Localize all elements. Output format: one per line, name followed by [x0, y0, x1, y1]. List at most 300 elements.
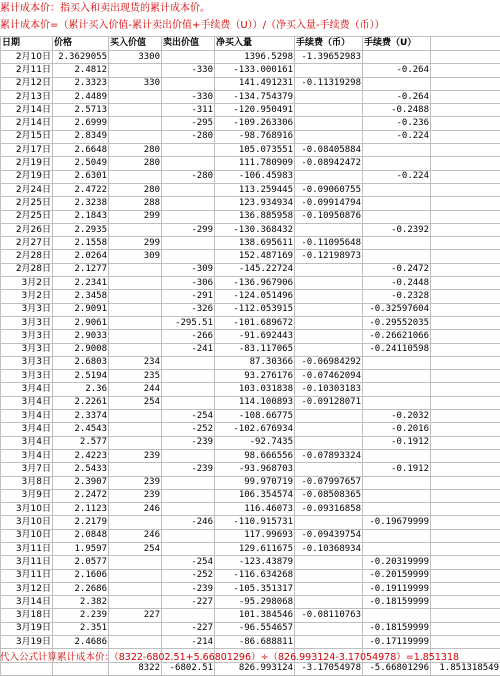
extra-cell [431, 117, 500, 130]
table-row [1, 237, 500, 250]
sell-value-cell [162, 396, 215, 409]
fee-coin-cell: -0.11095648 [295, 237, 363, 250]
header-date: 日期 [1, 37, 53, 51]
table-row [1, 250, 500, 263]
sell-value-cell [162, 489, 215, 502]
net-buy-cell: 1396.5298 [215, 51, 295, 64]
price-cell: 2.2686 [53, 582, 109, 595]
fee-u-cell: -0.32597604 [363, 303, 431, 316]
fee-coin-cell: -0.09128071 [295, 396, 363, 409]
buy-value-cell [109, 130, 162, 143]
date-cell: 3月14日 [1, 596, 53, 609]
net-buy-cell: -112.053915 [215, 303, 295, 316]
date-cell: 3月12日 [1, 582, 53, 595]
buy-value-cell: 280 [109, 144, 162, 157]
fee-u-cell [363, 489, 431, 502]
date-cell: 2月24日 [1, 183, 53, 196]
extra-cell [431, 157, 500, 170]
net-buy-cell: 117.99693 [215, 529, 295, 542]
buy-value-cell [109, 170, 162, 183]
buy-value-cell: 244 [109, 383, 162, 396]
extra-cell [431, 64, 500, 77]
buy-value-cell [109, 436, 162, 449]
date-cell: 3月4日 [1, 436, 53, 449]
fee-coin-cell [295, 343, 363, 356]
sell-value-cell [162, 210, 215, 223]
fee-u-cell: -0.224 [363, 130, 431, 143]
formula-note: 累计成本价=（累计买入价值-累计卖出价值+手续费（U））/（净买入量-手续费（币）） [0, 17, 500, 34]
table-row [1, 277, 500, 290]
price-cell: 2.4489 [53, 90, 109, 103]
date-cell: 2月19日 [1, 170, 53, 183]
fee-coin-cell: -0.10303183 [295, 383, 363, 396]
fee-coin-cell: -0.07462094 [295, 370, 363, 383]
extra-cell [431, 636, 500, 649]
date-cell: 2月27日 [1, 237, 53, 250]
buy-value-cell [109, 104, 162, 117]
fee-u-cell [363, 144, 431, 157]
net-buy-cell: -86.688811 [215, 636, 295, 649]
buy-value-cell [109, 423, 162, 436]
sell-value-cell: -252 [162, 423, 215, 436]
price-cell: 2.6999 [53, 117, 109, 130]
buy-value-cell: 299 [109, 210, 162, 223]
buy-value-cell: 299 [109, 237, 162, 250]
price-cell: 2.6648 [53, 144, 109, 157]
fee-coin-cell: -0.10368934 [295, 542, 363, 555]
fee-u-cell: -0.29552035 [363, 316, 431, 329]
extra-cell [431, 316, 500, 329]
buy-value-cell: 239 [109, 476, 162, 489]
date-cell: 3月19日 [1, 636, 53, 649]
buy-value-cell: 330 [109, 77, 162, 90]
sell-value-cell: -227 [162, 596, 215, 609]
buy-value-cell: 246 [109, 503, 162, 516]
fee-coin-cell [295, 64, 363, 77]
extra-cell [431, 423, 500, 436]
fee-u-cell [363, 529, 431, 542]
fee-u-cell [363, 449, 431, 462]
fee-coin-cell: -0.08110763 [295, 609, 363, 622]
sell-value-cell: -239 [162, 582, 215, 595]
date-cell: 3月11日 [1, 542, 53, 555]
buy-value-cell: 254 [109, 542, 162, 555]
extra-cell [431, 516, 500, 529]
buy-value-cell: 246 [109, 529, 162, 542]
fee-u-cell: -0.2472 [363, 263, 431, 276]
sell-value-cell: -254 [162, 410, 215, 423]
total-sell-value-cell: -6802.51 [162, 662, 215, 675]
price-cell: 2.9061 [53, 316, 109, 329]
table-row [1, 436, 500, 449]
date-cell: 3月3日 [1, 330, 53, 343]
header-buy-value: 买入价值 [109, 37, 162, 51]
date-cell: 2月25日 [1, 210, 53, 223]
fee-u-cell [363, 370, 431, 383]
price-cell: 2.3629055 [53, 51, 109, 64]
table-row [1, 343, 500, 356]
price-cell: 2.4686 [53, 636, 109, 649]
fee-coin-cell [295, 303, 363, 316]
extra-cell [431, 223, 500, 236]
buy-value-cell [109, 569, 162, 582]
net-buy-cell: 141.491231 [215, 77, 295, 90]
table-row [1, 489, 500, 502]
fee-coin-cell: -0.11319298 [295, 77, 363, 90]
table-row [1, 157, 500, 170]
fee-u-cell [363, 476, 431, 489]
extra-cell [431, 383, 500, 396]
price-cell: 2.2179 [53, 516, 109, 529]
buy-value-cell [109, 343, 162, 356]
fee-u-cell [363, 503, 431, 516]
fee-u-cell [363, 183, 431, 196]
date-cell: 2月15日 [1, 130, 53, 143]
date-cell: 3月4日 [1, 396, 53, 409]
sell-value-cell [162, 77, 215, 90]
fee-coin-cell [295, 170, 363, 183]
fee-coin-cell [295, 463, 363, 476]
buy-value-cell [109, 582, 162, 595]
fee-u-cell: -0.2392 [363, 223, 431, 236]
price-cell: 2.5433 [53, 463, 109, 476]
extra-cell [431, 104, 500, 117]
table-row [1, 423, 500, 436]
sell-value-cell [162, 609, 215, 622]
sell-value-cell: -309 [162, 263, 215, 276]
price-cell: 2.239 [53, 609, 109, 622]
sell-value-cell: -326 [162, 303, 215, 316]
net-buy-cell: -83.117065 [215, 343, 295, 356]
net-buy-cell: -109.263306 [215, 117, 295, 130]
header-net-buy: 净买入量 [215, 37, 295, 51]
fee-u-cell: -0.18159999 [363, 622, 431, 635]
price-cell: 2.3238 [53, 197, 109, 210]
net-buy-cell: 114.100893 [215, 396, 295, 409]
header-fee-coin: 手续费（币） [295, 37, 363, 51]
price-cell: 2.1277 [53, 263, 109, 276]
date-cell: 3月4日 [1, 449, 53, 462]
date-cell: 2月28日 [1, 250, 53, 263]
fee-coin-cell: -0.09316858 [295, 503, 363, 516]
fee-u-cell [363, 609, 431, 622]
fee-coin-cell: -1.39652983 [295, 51, 363, 64]
price-cell: 2.2261 [53, 396, 109, 409]
table-row [1, 263, 500, 276]
price-cell: 2.1606 [53, 569, 109, 582]
table-row [1, 569, 500, 582]
sell-value-cell [162, 197, 215, 210]
buy-value-cell: 239 [109, 449, 162, 462]
buy-value-cell [109, 263, 162, 276]
fee-coin-cell: -0.09439754 [295, 529, 363, 542]
price-cell: 2.2472 [53, 489, 109, 502]
net-buy-cell: -92.7435 [215, 436, 295, 449]
fee-u-cell [363, 356, 431, 369]
net-buy-cell: -102.676934 [215, 423, 295, 436]
net-buy-cell: -110.915731 [215, 516, 295, 529]
sell-value-cell [162, 356, 215, 369]
fee-u-cell [363, 383, 431, 396]
extra-cell [431, 529, 500, 542]
extra-cell [431, 609, 500, 622]
net-buy-cell: -133.000161 [215, 64, 295, 77]
fee-u-cell: -0.19679999 [363, 516, 431, 529]
extra-cell [431, 90, 500, 103]
extra-cell [431, 410, 500, 423]
table-row [1, 223, 500, 236]
net-buy-cell: -145.22724 [215, 263, 295, 276]
buy-value-cell [109, 622, 162, 635]
net-buy-cell: -105.351317 [215, 582, 295, 595]
date-cell: 2月25日 [1, 197, 53, 210]
price-cell: 2.382 [53, 596, 109, 609]
fee-u-cell: -0.18159999 [363, 596, 431, 609]
price-cell: 2.5194 [53, 370, 109, 383]
table-row [1, 503, 500, 516]
buy-value-cell: 254 [109, 396, 162, 409]
table-row [1, 516, 500, 529]
fee-u-cell: -0.19119999 [363, 582, 431, 595]
cost-price-table [0, 36, 500, 676]
date-cell: 2月14日 [1, 104, 53, 117]
buy-value-cell [109, 290, 162, 303]
net-buy-cell: -93.968703 [215, 463, 295, 476]
extra-cell [431, 197, 500, 210]
table-row [1, 636, 500, 649]
buy-value-cell: 235 [109, 370, 162, 383]
price-cell: 2.6301 [53, 170, 109, 183]
extra-cell [431, 277, 500, 290]
table-row [1, 542, 500, 555]
date-cell: 3月2日 [1, 277, 53, 290]
header-sell-value: 卖出价值 [162, 37, 215, 51]
buy-value-cell [109, 90, 162, 103]
price-cell: 2.9091 [53, 303, 109, 316]
buy-value-cell [109, 117, 162, 130]
table-row [1, 290, 500, 303]
sell-value-cell: -246 [162, 516, 215, 529]
buy-value-cell [109, 330, 162, 343]
price-cell: 2.0848 [53, 529, 109, 542]
table-row [1, 410, 500, 423]
extra-cell [431, 476, 500, 489]
table-row [1, 210, 500, 223]
price-cell: 2.9033 [53, 330, 109, 343]
fee-coin-cell: -0.12198973 [295, 250, 363, 263]
fee-coin-cell [295, 436, 363, 449]
sell-value-cell [162, 51, 215, 64]
date-cell: 2月19日 [1, 157, 53, 170]
fee-coin-cell: -0.09060755 [295, 183, 363, 196]
extra-cell [431, 596, 500, 609]
price-cell: 2.2341 [53, 277, 109, 290]
table-row [1, 51, 500, 64]
fee-coin-cell: -0.08405884 [295, 144, 363, 157]
total-net-buy-cell: 826.993124 [215, 662, 295, 675]
date-cell: 3月4日 [1, 383, 53, 396]
sell-value-cell: -227 [162, 622, 215, 635]
price-cell: 2.4543 [53, 423, 109, 436]
date-cell: 3月3日 [1, 303, 53, 316]
sell-value-cell [162, 529, 215, 542]
date-cell: 2月26日 [1, 223, 53, 236]
date-cell: 2月10日 [1, 51, 53, 64]
table-row [1, 396, 500, 409]
net-buy-cell: -120.950491 [215, 104, 295, 117]
extra-cell [431, 396, 500, 409]
buy-value-cell: 227 [109, 609, 162, 622]
fee-coin-cell [295, 636, 363, 649]
date-cell: 3月10日 [1, 516, 53, 529]
extra-cell [431, 210, 500, 223]
extra-cell [431, 436, 500, 449]
total-fee-coin-cell: -3.17054978 [295, 662, 363, 675]
total-extra-cell: 1.851318549 [431, 662, 500, 675]
fee-u-cell: -0.17119999 [363, 636, 431, 649]
header-price: 价格 [53, 37, 109, 51]
fee-u-cell [363, 542, 431, 555]
extra-cell [431, 449, 500, 462]
extra-cell [431, 463, 500, 476]
table-row [1, 596, 500, 609]
net-buy-cell: 98.666556 [215, 449, 295, 462]
table-row [1, 183, 500, 196]
definition-note: 累计成本价：指买入和卖出现货的累计成本价。 [0, 0, 500, 17]
net-buy-cell: -124.051496 [215, 290, 295, 303]
net-buy-cell: 103.031838 [215, 383, 295, 396]
fee-coin-cell [295, 263, 363, 276]
sell-value-cell: -295 [162, 117, 215, 130]
table-row [1, 90, 500, 103]
extra-cell [431, 183, 500, 196]
net-buy-cell: 111.780909 [215, 157, 295, 170]
fee-coin-cell [295, 290, 363, 303]
fee-coin-cell [295, 423, 363, 436]
table-row [1, 77, 500, 90]
buy-value-cell: 309 [109, 250, 162, 263]
date-cell: 2月12日 [1, 77, 53, 90]
price-cell: 2.3323 [53, 77, 109, 90]
fee-u-cell: -0.2016 [363, 423, 431, 436]
net-buy-cell: 99.970719 [215, 476, 295, 489]
date-cell: 2月17日 [1, 144, 53, 157]
date-cell: 3月4日 [1, 410, 53, 423]
sell-value-cell: -239 [162, 463, 215, 476]
net-buy-cell: -116.634268 [215, 569, 295, 582]
net-buy-cell: 152.487169 [215, 250, 295, 263]
net-buy-cell: -95.298068 [215, 596, 295, 609]
buy-value-cell [109, 223, 162, 236]
sell-value-cell [162, 237, 215, 250]
sell-value-cell [162, 542, 215, 555]
fee-coin-cell [295, 90, 363, 103]
net-buy-cell: 129.611675 [215, 542, 295, 555]
table-row [1, 556, 500, 569]
fee-u-cell [363, 197, 431, 210]
net-buy-cell: -130.368432 [215, 223, 295, 236]
sell-value-cell: -280 [162, 170, 215, 183]
buy-value-cell: 3300 [109, 51, 162, 64]
price-cell: 2.4223 [53, 449, 109, 462]
sell-value-cell [162, 144, 215, 157]
date-cell: 3月3日 [1, 370, 53, 383]
extra-cell [431, 356, 500, 369]
buy-value-cell: 234 [109, 356, 162, 369]
sell-value-cell [162, 449, 215, 462]
fee-u-cell: -0.24110598 [363, 343, 431, 356]
fee-coin-cell: -0.08508365 [295, 489, 363, 502]
date-cell: 3月3日 [1, 343, 53, 356]
fee-u-cell: -0.224 [363, 170, 431, 183]
header-row [1, 37, 500, 51]
calculation-footer: 代入公式计算累计成本价：（8322-6802.51+5.66801296）÷（826.993124-3.17054978）=1.851318 [0, 650, 500, 665]
header-fee-u: 手续费（U） [363, 37, 431, 51]
buy-value-cell: 280 [109, 157, 162, 170]
date-cell: 3月11日 [1, 569, 53, 582]
price-cell: 2.8349 [53, 130, 109, 143]
sell-value-cell: -239 [162, 436, 215, 449]
fee-u-cell [363, 237, 431, 250]
table-row [1, 303, 500, 316]
fee-u-cell [363, 396, 431, 409]
buy-value-cell [109, 636, 162, 649]
net-buy-cell: -136.967906 [215, 277, 295, 290]
table-row [1, 582, 500, 595]
fee-u-cell [363, 250, 431, 263]
fee-coin-cell: -0.10950876 [295, 210, 363, 223]
buy-value-cell [109, 463, 162, 476]
table-row [1, 463, 500, 476]
fee-coin-cell: -0.08942472 [295, 157, 363, 170]
fee-coin-cell [295, 223, 363, 236]
price-cell: 2.3458 [53, 290, 109, 303]
extra-cell [431, 250, 500, 263]
table-row [1, 170, 500, 183]
table-row [1, 356, 500, 369]
extra-cell [431, 582, 500, 595]
fee-u-cell: -0.20319999 [363, 556, 431, 569]
sell-value-cell: -330 [162, 64, 215, 77]
date-cell: 3月8日 [1, 476, 53, 489]
sell-value-cell: -330 [162, 90, 215, 103]
table-row [1, 609, 500, 622]
extra-cell [431, 503, 500, 516]
net-buy-cell: -101.689672 [215, 316, 295, 329]
fee-u-cell: -0.2488 [363, 104, 431, 117]
buy-value-cell [109, 596, 162, 609]
fee-u-cell: -0.1912 [363, 463, 431, 476]
price-cell: 2.36 [53, 383, 109, 396]
sell-value-cell [162, 370, 215, 383]
fee-u-cell: -0.20159999 [363, 569, 431, 582]
fee-coin-cell: -0.07997657 [295, 476, 363, 489]
price-cell: 2.0264 [53, 250, 109, 263]
date-cell: 3月3日 [1, 356, 53, 369]
net-buy-cell: 87.30366 [215, 356, 295, 369]
buy-value-cell [109, 556, 162, 569]
table-row [1, 476, 500, 489]
extra-cell [431, 343, 500, 356]
sell-value-cell: -241 [162, 343, 215, 356]
fee-u-cell [363, 210, 431, 223]
date-cell: 3月7日 [1, 463, 53, 476]
extra-cell [431, 170, 500, 183]
net-buy-cell: 116.46073 [215, 503, 295, 516]
fee-coin-cell [295, 330, 363, 343]
date-cell: 2月28日 [1, 263, 53, 276]
net-buy-cell: 93.276176 [215, 370, 295, 383]
